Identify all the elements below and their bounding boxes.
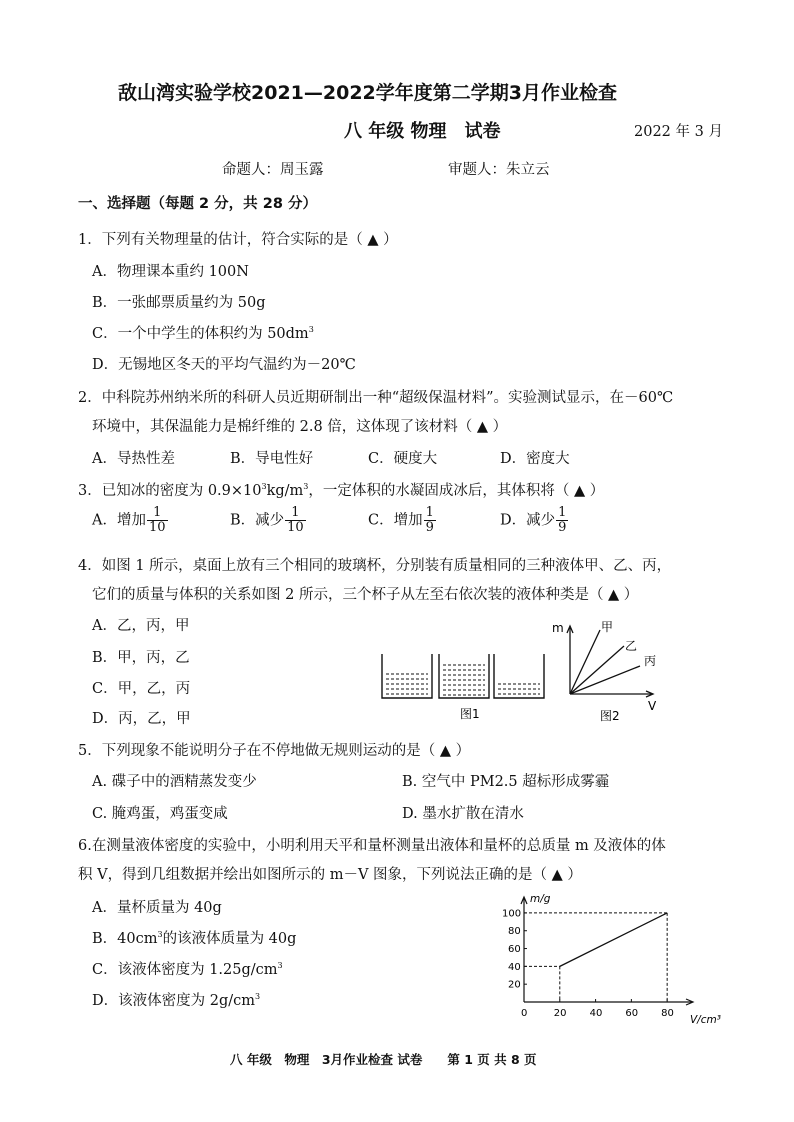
question-6-option-c: C．该液体密度为 $1.25g/cm^3$: [92, 961, 283, 978]
question-1-option-c: C．一个中学生的体积约为 $50dm^3$: [92, 325, 314, 342]
question-5-option-c: C. 腌鸡蛋，鸡蛋变咸: [92, 806, 228, 822]
fraction-1-10: $\frac{1}{10}$: [148, 505, 166, 535]
question-3-option-b: B．减少 $\frac{1}{10}$: [230, 505, 304, 535]
glass-2: [439, 654, 489, 698]
figure-2-mv-sketch: [548, 616, 668, 726]
question-6-option-d: D．该液体密度为 $2g/cm^3$: [92, 992, 261, 1009]
chart-series-line: [560, 913, 667, 966]
reviewer-line: 审题人：朱立云: [448, 162, 550, 178]
chart-y-tick-label: 80: [508, 926, 521, 938]
chart-ylabel: m/g: [530, 893, 551, 905]
question-4-option-a: A．乙，丙，甲: [92, 618, 190, 634]
question-4-option-d: D．丙，乙，甲: [92, 711, 191, 727]
label-bing: 丙: [644, 654, 657, 668]
chart-y-tick-label: 20: [508, 979, 521, 991]
question-2-line-2: 环境中，其保温能力是棉纤维的 2.8 倍，这体现了该材料（ ▲ ）: [92, 419, 508, 435]
chart-x-tick-label: 0: [521, 1008, 528, 1019]
label-jia: 甲: [601, 620, 614, 634]
question-2-option-b: B．导电性好: [230, 451, 314, 467]
question-6-option-a: A．量杯质量为 40g: [92, 900, 222, 916]
mv-chart: [496, 888, 736, 1030]
exam-date: 2022 年 3 月: [634, 124, 723, 140]
question-2-line-1: 2．中科院苏州纳米所的科研人员近期研制出一种“超级保温材料”。实验测试显示，在－60℃: [78, 390, 674, 406]
question-1-stem: 1．下列有关物理量的估计，符合实际的是（ ▲ ）: [78, 232, 398, 248]
line-yi: [570, 646, 624, 694]
fraction-1-9: $\frac{1}{9}$: [425, 505, 434, 535]
question-3-option-d: D．减少 $\frac{1}{9}$: [500, 505, 567, 535]
chart-xlabel: V/cm³: [690, 1014, 721, 1026]
question-2-option-d: D．密度大: [500, 451, 570, 467]
chart-x-tick-label: 80: [661, 1008, 674, 1019]
question-1-option-b: B．一张邮票质量约为 50g: [92, 295, 266, 311]
chart-y-tick-label: 100: [502, 908, 522, 920]
question-5-stem: 5．下列现象不能说明分子在不停地做无规则运动的是（ ▲ ）: [78, 743, 471, 759]
question-6-line-2: 积 V，得到几组数据并绘出如图所示的 m－V 图象，下列说法正确的是（ ▲ ）: [78, 867, 582, 883]
question-6-line-1: 6.在测量液体密度的实验中，小明利用天平和量杯测量出液体和量杯的总质量 m 及液体的体: [78, 838, 666, 854]
chart-x-tick-label: 20: [553, 1008, 567, 1019]
figure-2-label: 图2: [600, 709, 620, 723]
question-5-option-b: B. 空气中 PM2.5 超标形成雾霾: [402, 774, 610, 790]
exam-title: 敌山湾实验学校2021—2022学年度第二学期3月作业检查: [118, 82, 617, 104]
chart-x-tick-label: 40: [589, 1008, 603, 1019]
question-5-option-a: A. 碟子中的酒精蒸发变少: [92, 774, 257, 790]
author-line: 命题人：周玉露: [222, 162, 324, 178]
question-3-option-c: C．增加 $\frac{1}{9}$: [368, 505, 434, 535]
question-2-option-a: A．导热性差: [92, 451, 175, 467]
question-3-stem: 3．已知冰的密度为 $0.9\times 10^3kg/m^3$，一定体积的水凝固成冰后，其体积将（ ▲ ）: [78, 482, 605, 499]
question-1-option-a: A．物理课本重约 100N: [92, 264, 249, 280]
fraction-1-9: $\frac{1}{9}$: [558, 505, 567, 535]
glass-1: [382, 654, 432, 698]
question-1-option-d: D．无锡地区冬天的平均气温约为－20℃: [92, 357, 356, 373]
exam-subtitle: 八 年级 物理 试卷: [344, 121, 501, 142]
page-footer: 八 年级 物理 3月作业检查 试卷 第 1 页 共 8 页: [230, 1052, 537, 1067]
question-4-line-1: 4．如图 1 所示，桌面上放有三个相同的玻璃杯，分别装有质量相同的三种液体甲、乙、丙，: [78, 558, 672, 574]
liquid-lines: [386, 665, 540, 695]
figure-1-label: 图1: [460, 707, 480, 721]
fraction-1-10: $\frac{1}{10}$: [287, 505, 304, 535]
chart-x-tick-label: 60: [625, 1008, 639, 1019]
glass-3: [494, 654, 544, 698]
v-axis-label: V: [648, 699, 657, 713]
chart-y-tick-label: 40: [508, 961, 521, 973]
question-6-option-b: B．$40cm^3$的该液体质量为 40g: [92, 930, 297, 947]
label-yi: 乙: [625, 639, 638, 653]
question-4-line-2: 它们的质量与体积的关系如图 2 所示，三个杯子从左至右依次装的液体种类是（ ▲ ）: [92, 587, 639, 603]
section-heading: 一、选择题（每题 2 分，共 28 分）: [78, 196, 317, 212]
question-3-option-a: A．增加 $\frac{1}{10}$: [92, 505, 166, 535]
chart-y-tick-label: 60: [508, 944, 521, 956]
figure-1-glasses: [378, 648, 553, 723]
question-2-option-c: C．硬度大: [368, 451, 438, 467]
question-4-option-c: C．甲，乙，丙: [92, 681, 191, 697]
m-axis-label: m: [552, 621, 564, 635]
question-5-option-d: D. 墨水扩散在清水: [402, 806, 524, 822]
question-4-option-b: B．甲，丙，乙: [92, 650, 190, 666]
